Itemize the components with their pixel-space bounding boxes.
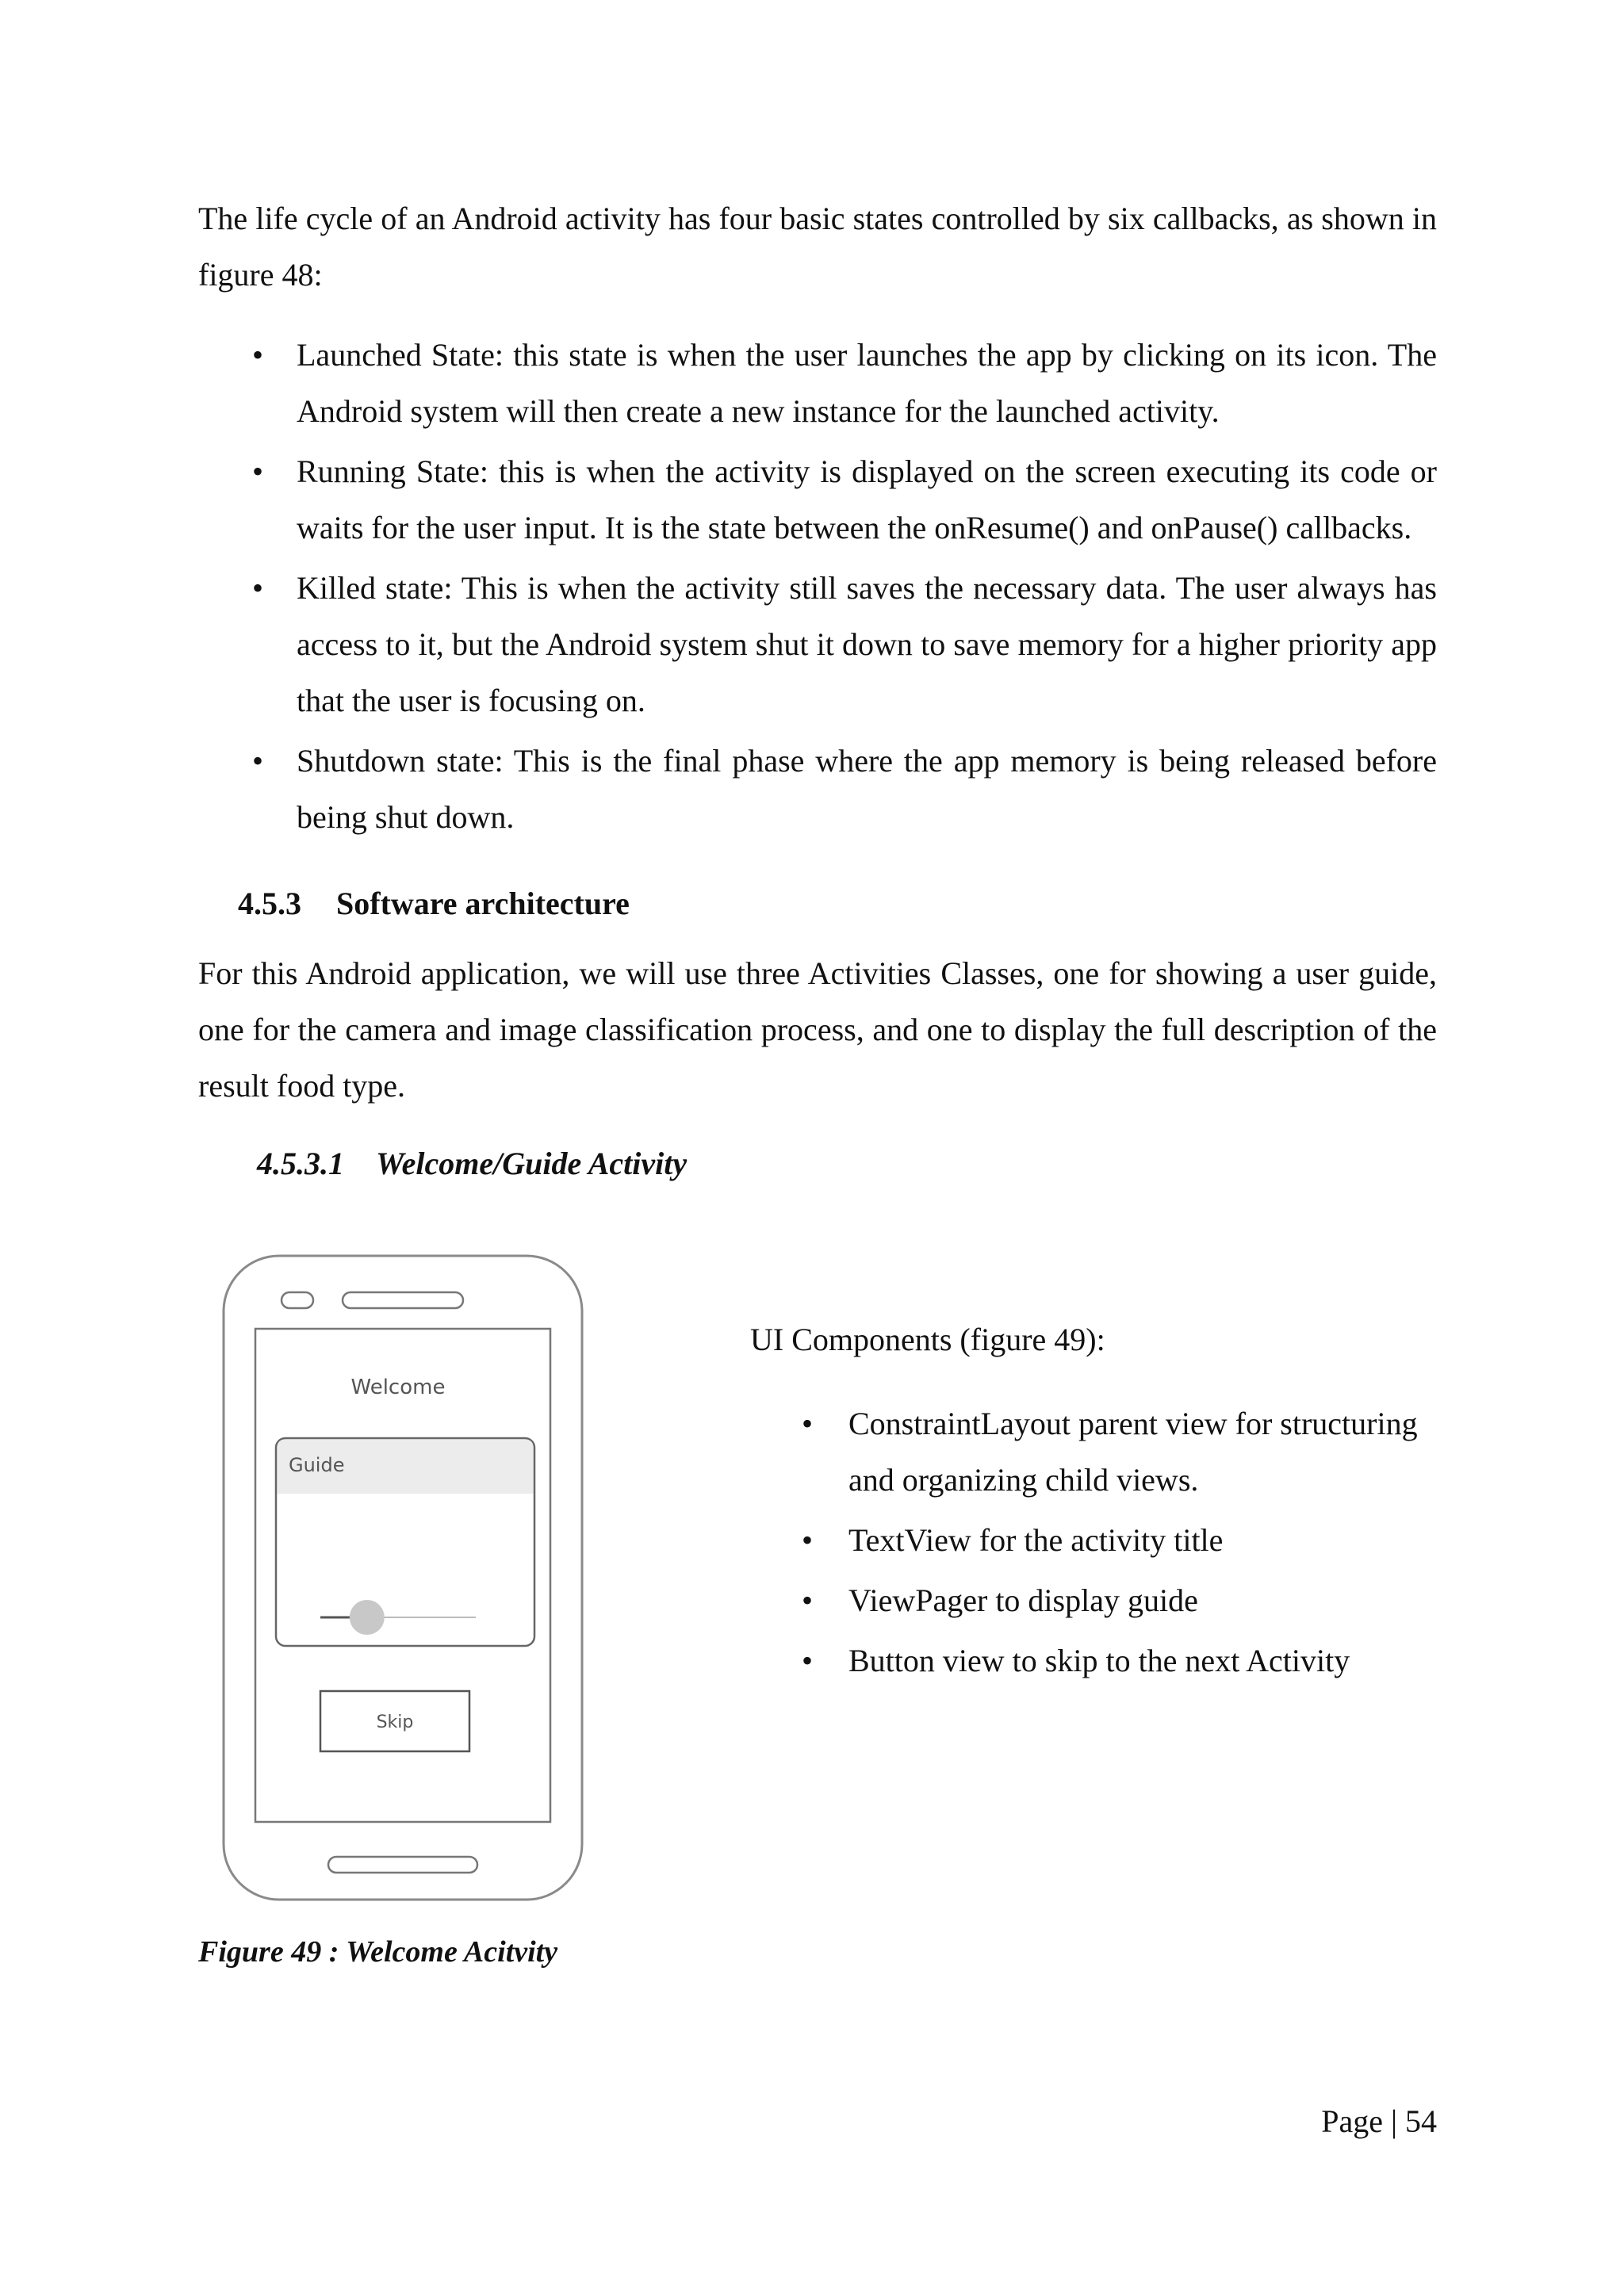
section-title: Software architecture [336, 886, 630, 921]
subsection-number: 4.5.3.1 [257, 1146, 344, 1181]
bullet-icon: • [252, 570, 264, 606]
list-item-text: Killed state: This is when the activity still saves the necessary data. The user always has access to it, but the Android system shut it down to save memory for a higher priority app that the user is focusing on. [297, 570, 1437, 718]
bullet-icon: • [252, 453, 264, 489]
list-item-text: Shutdown state: This is the final phase where the app memory is being released before being shut down. [297, 743, 1437, 835]
list-item-text: Running State: this is when the activity is displayed on the screen executing its code or waits for the user input. It is the state between the onResume() and onPause() callbacks. [297, 453, 1437, 545]
list-item-text: ConstraintLayout parent view for structuring and organizing child views. [848, 1406, 1418, 1498]
bullet-icon: • [252, 743, 264, 779]
phone-screen [255, 1329, 550, 1822]
bullet-icon: • [802, 1522, 814, 1558]
section-number: 4.5.3 [238, 886, 301, 921]
phone-home-button-icon [328, 1857, 477, 1873]
list-item-text: ViewPager to display guide [848, 1582, 1198, 1618]
mockup-guide-label: Guide [289, 1454, 345, 1476]
list-item [750, 1632, 1448, 1689]
figure-caption: Figure 49 : Welcome Acitvity [198, 1935, 558, 1969]
list-item [750, 1512, 1448, 1568]
phone-speaker-icon [343, 1292, 463, 1308]
list-item [198, 327, 1437, 439]
mockup-slider-thumb [350, 1600, 385, 1635]
bullet-icon: • [802, 1406, 814, 1441]
ui-components-list [750, 1395, 1448, 1693]
list-item-text: TextView for the activity title [848, 1522, 1224, 1558]
list-item [198, 733, 1437, 845]
list-item-text: Launched State: this state is when the user launches the app by clicking on its icon. The Android system will then create a new instance for the launched activity. [297, 337, 1437, 429]
list-item [198, 560, 1437, 729]
architecture-paragraph: For this Android application, we will use three Activities Classes, one for showing a user guide, one for the camera and image classification process, and one to display the full description of the result food type. [198, 955, 1437, 1104]
phone-frame [224, 1256, 582, 1900]
lifecycle-states-list [198, 327, 1437, 849]
phone-mockup-figure [220, 1253, 585, 1903]
intro-paragraph: The life cycle of an Android activity has four basic states controlled by six callbacks, as shown in figure 48: [198, 201, 1437, 293]
subsection-title: Welcome/Guide Activity [376, 1146, 688, 1181]
section-heading [238, 880, 630, 928]
mockup-title: Welcome [350, 1376, 446, 1399]
list-item [750, 1395, 1448, 1508]
subsection-heading [257, 1140, 687, 1188]
list-item-text: Button view to skip to the next Activity [848, 1643, 1350, 1678]
page-number: Page | 54 [1321, 2103, 1437, 2139]
mockup-skip-label: Skip [376, 1712, 414, 1732]
list-item [750, 1572, 1448, 1628]
bullet-icon: • [252, 337, 264, 373]
bullet-icon: • [802, 1582, 814, 1618]
ui-components-intro: UI Components (figure 49): [750, 1322, 1105, 1357]
bullet-icon: • [802, 1643, 814, 1678]
phone-camera-icon [282, 1292, 313, 1308]
list-item [198, 443, 1437, 556]
